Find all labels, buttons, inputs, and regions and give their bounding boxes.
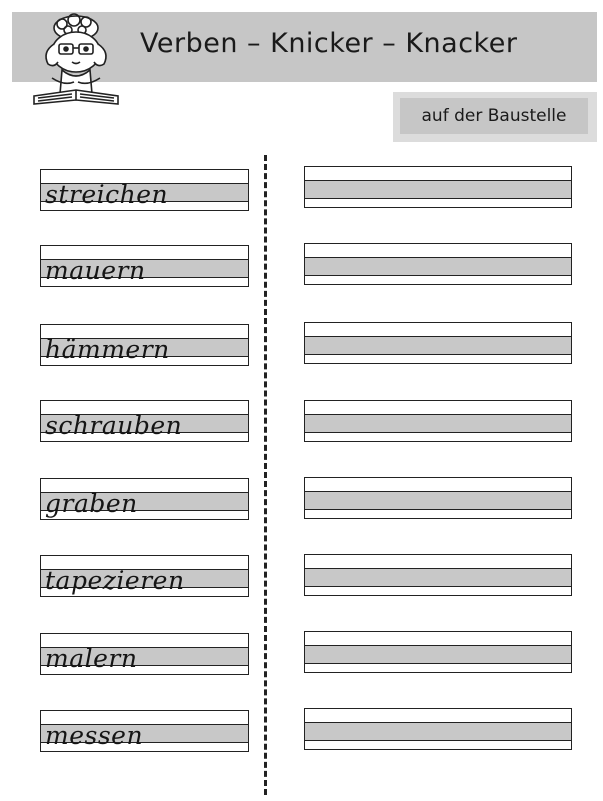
answer-line-box[interactable] xyxy=(304,322,572,364)
writing-band xyxy=(305,645,571,664)
word-line-box xyxy=(40,633,249,675)
word-label: tapezieren xyxy=(45,566,185,595)
answer-line-box[interactable] xyxy=(304,400,572,442)
writing-band xyxy=(305,568,571,587)
answer-line-box[interactable] xyxy=(304,631,572,673)
word-label: malern xyxy=(45,644,138,673)
word-line-box xyxy=(40,169,249,211)
answer-line-box[interactable] xyxy=(304,554,572,596)
word-label: mauern xyxy=(45,256,146,285)
topic-tag: auf der Baustelle xyxy=(400,98,588,134)
writing-band xyxy=(305,336,571,355)
word-label: schrauben xyxy=(45,411,183,440)
answer-line-box[interactable] xyxy=(304,166,572,208)
word-line-box xyxy=(40,478,249,520)
word-line-box xyxy=(40,710,249,752)
writing-band xyxy=(305,414,571,433)
answer-line-box[interactable] xyxy=(304,477,572,519)
writing-band xyxy=(305,722,571,741)
reading-child-mascot-icon xyxy=(26,8,126,108)
answer-line-box[interactable] xyxy=(304,243,572,285)
page-title: Verben – Knicker – Knacker xyxy=(140,28,518,59)
word-label: graben xyxy=(45,489,138,518)
word-line-box xyxy=(40,555,249,597)
cut-line-divider xyxy=(264,155,267,795)
writing-band xyxy=(305,491,571,510)
answer-line-box[interactable] xyxy=(304,708,572,750)
word-label: streichen xyxy=(45,180,169,209)
writing-band xyxy=(305,257,571,276)
writing-band xyxy=(305,180,571,199)
word-label: messen xyxy=(45,721,144,750)
word-label: hämmern xyxy=(45,335,170,364)
word-line-box xyxy=(40,324,249,366)
word-line-box xyxy=(40,400,249,442)
word-line-box xyxy=(40,245,249,287)
